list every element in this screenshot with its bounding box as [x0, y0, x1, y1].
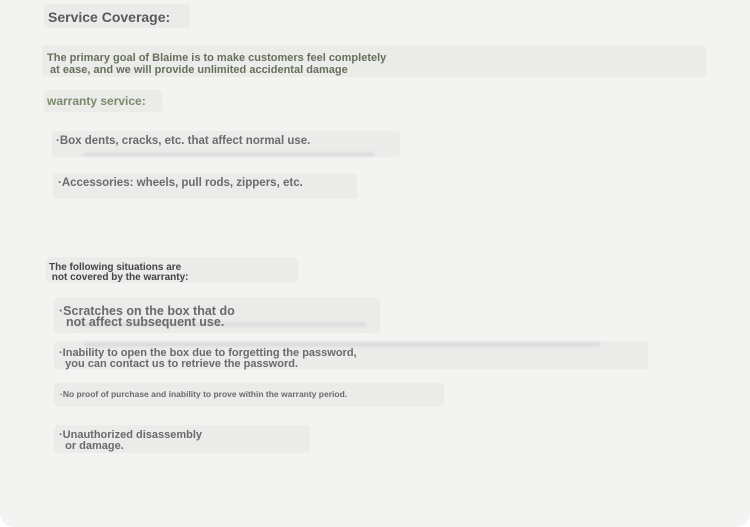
- exclusion-item: ·No proof of purchase and inability to prove within the warranty period.: [60, 389, 348, 399]
- warranty-subheading: warranty service:: [47, 94, 146, 108]
- exclusion-item: ·Scratches on the box that do not affect subsequent use.: [59, 304, 235, 329]
- covered-item: ·Accessories: wheels, pull rods, zippers, etc.: [58, 177, 303, 189]
- exclusion-item: ·Inability to open the box due to forgetting the password, you can contact us to retrieve the password.: [59, 347, 357, 370]
- covered-item: ·Box dents, cracks, etc. that affect normal use.: [56, 135, 311, 147]
- intro-text: The primary goal of Blaime is to make customers feel completely at ease, and we will provide unlimited accidental damage: [47, 52, 387, 76]
- page-title: Service Coverage:: [48, 9, 171, 25]
- ghost-line: [84, 153, 374, 156]
- ghost-line: [84, 343, 600, 346]
- exclusion-item: ·Unauthorized disassembly or damage.: [59, 429, 203, 452]
- not-covered-heading: The following situations are not covered by the warranty:: [49, 262, 189, 283]
